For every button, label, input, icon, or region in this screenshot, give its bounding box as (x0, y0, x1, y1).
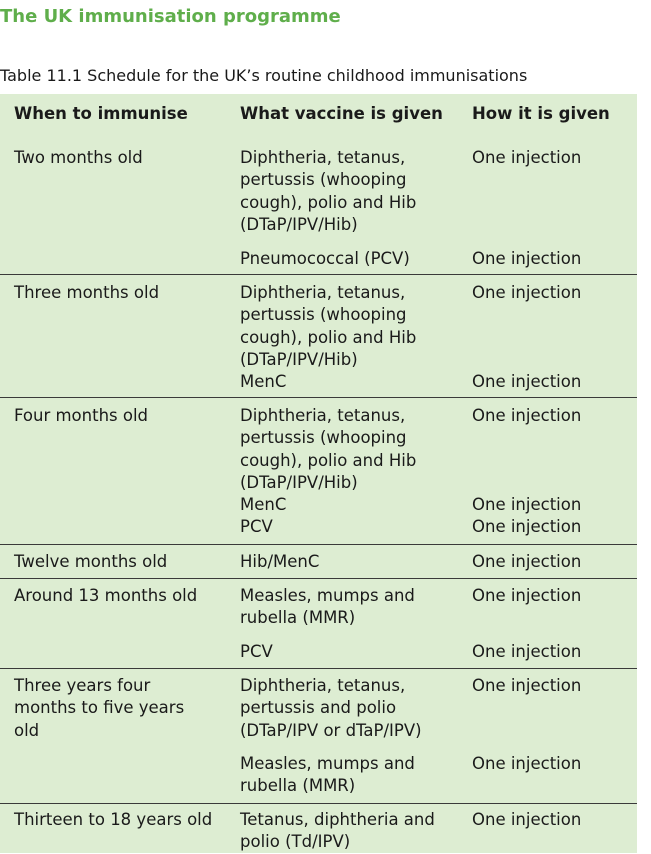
row-vaccine: Measles, mumps and rubella (MMR) (240, 754, 415, 796)
row-method: One injection (472, 642, 582, 661)
row-vaccine: Hib/MenC (240, 552, 320, 571)
row-vaccine: PCV (240, 517, 273, 536)
row-vaccine: PCV (240, 642, 273, 661)
row-divider (0, 544, 637, 545)
row-method: One injection (472, 810, 582, 829)
column-header-vaccine: What vaccine is given (240, 104, 443, 123)
row-method: One injection (472, 283, 582, 302)
row-vaccine: Diphtheria, tetanus, pertussis (whooping cough), polio and Hib (DTaP/IPV/Hib) (240, 406, 417, 493)
row-age-twelve-months: Twelve months old (14, 552, 168, 571)
row-method: One injection (472, 517, 582, 536)
row-divider (0, 578, 637, 579)
row-method: One injection (472, 406, 582, 425)
row-vaccine: Tetanus, diphtheria and polio (Td/IPV) (240, 810, 435, 852)
page-heading: The UK immunisation programme (0, 6, 341, 27)
row-age-preschool: Three years four months to five years old (14, 676, 185, 740)
row-age-teen: Thirteen to 18 years old (14, 810, 213, 829)
column-header-when: When to immunise (14, 104, 188, 123)
row-age-four-months: Four months old (14, 406, 149, 425)
row-divider (0, 397, 637, 398)
row-vaccine: Pneumococcal (PCV) (240, 249, 410, 268)
column-header-method: How it is given (472, 104, 610, 123)
row-method: One injection (472, 249, 582, 268)
row-method: One injection (472, 372, 582, 391)
row-vaccine: Diphtheria, tetanus, pertussis (whooping cough), polio and Hib (DTaP/IPV/Hib) (240, 148, 417, 235)
row-divider (0, 274, 637, 275)
row-divider (0, 803, 637, 804)
row-vaccine: Diphtheria, tetanus, pertussis (whooping cough), polio and Hib (DTaP/IPV/Hib) (240, 283, 417, 370)
row-age-13-months: Around 13 months old (14, 586, 198, 605)
row-vaccine: Diphtheria, tetanus, pertussis and polio (DTaP/IPV or dTaP/IPV) (240, 676, 422, 740)
row-method: One injection (472, 676, 582, 695)
row-method: One injection (472, 495, 582, 514)
row-age-three-months: Three months old (14, 283, 160, 302)
row-method: One injection (472, 148, 582, 167)
row-method: One injection (472, 552, 582, 571)
immunisation-table (0, 94, 637, 853)
row-divider (0, 668, 637, 669)
row-vaccine: Measles, mumps and rubella (MMR) (240, 586, 415, 628)
row-vaccine: MenC (240, 495, 287, 514)
table-caption: Table 11.1 Schedule for the UK’s routine childhood immunisations (0, 66, 528, 85)
row-method: One injection (472, 754, 582, 773)
row-age-two-months: Two months old (14, 148, 143, 167)
row-vaccine: MenC (240, 372, 287, 391)
row-method: One injection (472, 586, 582, 605)
